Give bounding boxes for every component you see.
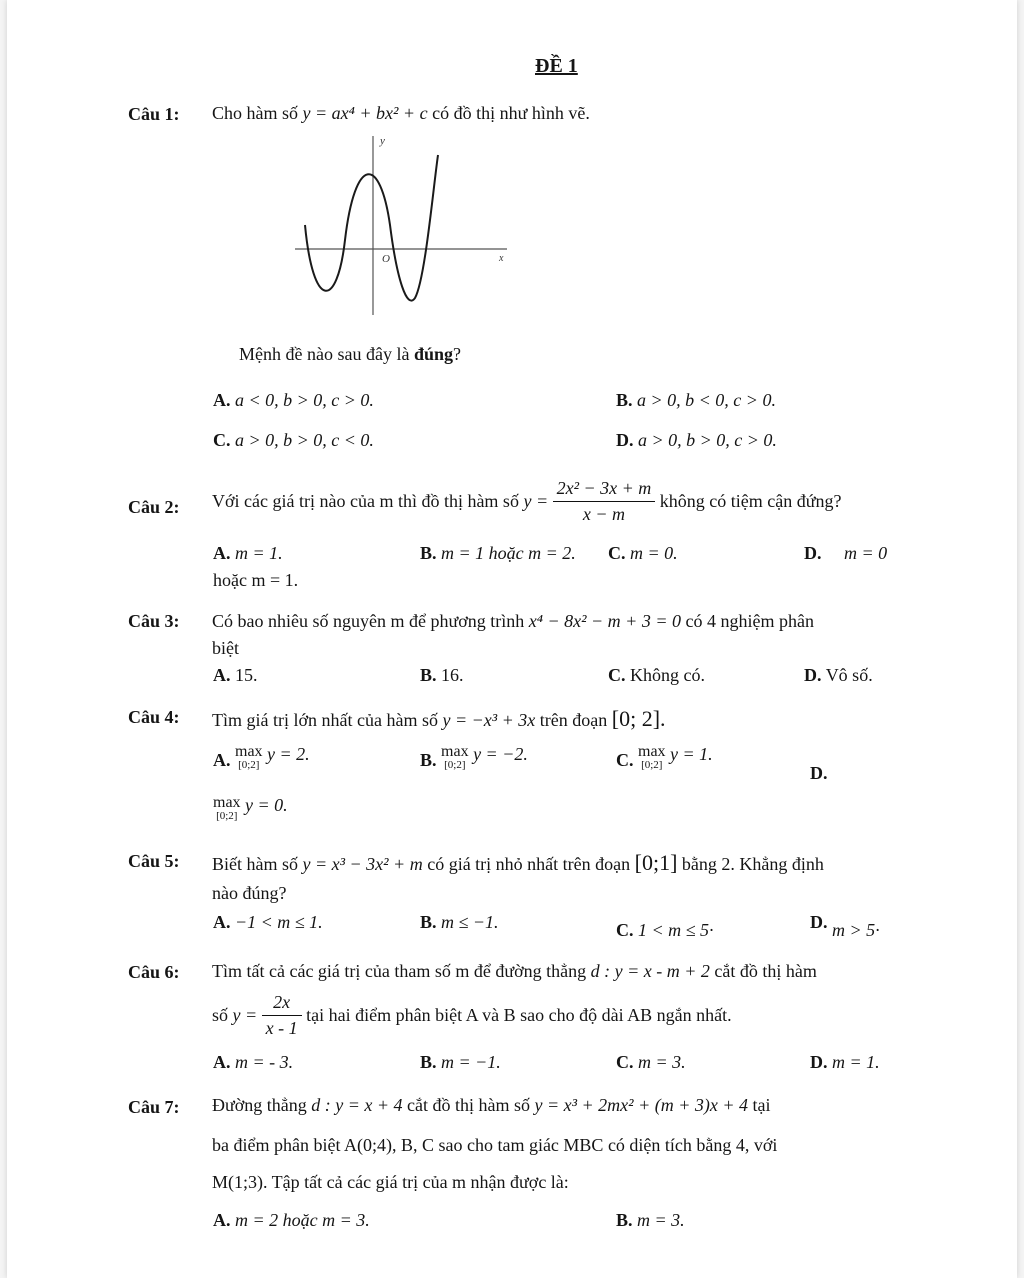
q4-option-c (616, 744, 713, 771)
option-text: m = 1. (235, 543, 283, 563)
q5-option-c (616, 920, 714, 941)
max-operator (441, 744, 469, 771)
option-text: 16. (441, 665, 464, 685)
q6-stem-line2 (212, 992, 732, 1039)
q2-y-eq: y = (523, 491, 549, 511)
q6-label: Câu 6: (128, 962, 180, 982)
option-text: m = 1. (832, 1052, 880, 1072)
q2-denominator: x − m (582, 504, 625, 524)
q2-stem (212, 478, 841, 525)
q3-text-end: có 4 nghiệm phân (685, 611, 814, 631)
q5-func: y = x³ − 3x² + m (302, 854, 423, 874)
q7-text: Đường thẳng (212, 1095, 307, 1115)
option-text: m = 0. (630, 543, 678, 563)
q6-so: số (212, 1005, 229, 1025)
origin-label: O (382, 253, 390, 265)
q5-label: Câu 5: (128, 851, 180, 871)
q2-fraction (553, 478, 656, 525)
q6-y-eq: y = (232, 1005, 258, 1025)
option-key: D. (616, 430, 634, 450)
q2-option-d-cont: hoặc m = 1. (213, 570, 299, 590)
q5-suffix: bằng 2. Khẳng định (681, 854, 824, 874)
option-key: A. (213, 665, 231, 685)
q4-func: y = −x³ + 3x (442, 710, 536, 730)
q2-option-a (213, 543, 283, 564)
quartic-curve (305, 155, 438, 301)
q6-option-b (420, 1052, 501, 1073)
q6-text-line2: tại hai điểm phân biệt A và B sao cho độ dài AB ngắn nhất. (306, 1005, 732, 1025)
option-text: a > 0, b > 0, c < 0. (235, 430, 374, 450)
q7-text-end: tại (752, 1095, 771, 1115)
max-word: max (213, 794, 241, 811)
q7-stem (212, 1095, 770, 1116)
q3-option-a (213, 665, 258, 686)
option-key: C. (616, 920, 634, 940)
q1-label: Câu 1: (128, 104, 180, 124)
option-key: C. (616, 750, 634, 770)
q5-option-b (420, 912, 499, 933)
q6-stem (212, 961, 817, 982)
q3-stem (212, 611, 814, 632)
q4-interval: [0; 2]. (611, 706, 666, 731)
q7-func: y = x³ + 2mx² + (m + 3)x + 4 (534, 1095, 748, 1115)
q6-option-c (616, 1052, 686, 1073)
option-text: 1 < m ≤ 5· (638, 920, 714, 940)
option-text: y = 0. (245, 795, 288, 815)
q2-label: Câu 2: (128, 497, 180, 517)
q2-option-d (804, 543, 887, 564)
option-key: B. (420, 912, 437, 932)
q4-prefix: Tìm giá trị lớn nhất của hàm số (212, 710, 438, 730)
option-text: 15. (235, 665, 258, 685)
q5-prefix: Biết hàm số (212, 854, 298, 874)
option-key: D. (810, 1052, 828, 1072)
q3-text: Có bao nhiêu số nguyên m để phương trình (212, 611, 525, 631)
q4-option-d-value (213, 795, 288, 822)
q2-numerator: 2x² − 3x + m (553, 478, 656, 502)
option-text: m = 0 (844, 543, 888, 563)
option-text: m = 3. (638, 1052, 686, 1072)
q6-numerator: 2x (262, 992, 302, 1016)
option-key: C. (608, 665, 626, 685)
exam-title: ĐỀ 1 (535, 55, 578, 77)
q7-line-eq: d : y = x + 4 (311, 1095, 403, 1115)
option-text: a > 0, b < 0, c > 0. (637, 390, 776, 410)
q2-suffix: không có tiệm cận đứng? (659, 491, 842, 511)
x-axis-label: x (499, 253, 504, 264)
option-key: C. (608, 543, 626, 563)
option-key: C. (616, 1052, 634, 1072)
q1-prompt-end: ? (453, 344, 461, 364)
option-key: B. (420, 665, 437, 685)
q5-interval: [0;1] (634, 850, 678, 875)
q1-prompt-bold: đúng (413, 344, 453, 364)
q4-label: Câu 4: (128, 707, 180, 727)
option-text: y = 1. (670, 744, 713, 764)
option-text: a < 0, b > 0, c > 0. (235, 390, 374, 410)
option-text: m = −1. (441, 1052, 501, 1072)
q1-option-c (213, 430, 374, 451)
option-key: B. (616, 1210, 633, 1230)
exam-page (7, 0, 1017, 1278)
max-word: max (638, 743, 666, 760)
q4-option-a (213, 744, 310, 771)
q5-stem-line2: nào đúng? (212, 883, 287, 903)
q7-text-mid: cắt đồ thị hàm số (407, 1095, 531, 1115)
q6-line-eq: d : y = x - m + 2 (590, 961, 710, 981)
q5-option-d (810, 912, 880, 940)
option-key: C. (213, 430, 231, 450)
q5-option-a (213, 912, 323, 933)
option-text: m ≤ −1. (441, 912, 499, 932)
max-sub: [0;2] (238, 759, 260, 771)
option-key: D. (804, 543, 822, 563)
option-key: D. (810, 763, 828, 783)
q4-option-b (420, 744, 528, 771)
q5-mid: có giá trị nhỏ nhất trên đoạn (427, 854, 631, 874)
max-word: max (441, 743, 469, 760)
option-text: m = 1 hoặc m = 2. (441, 543, 576, 563)
option-key: A. (213, 1052, 231, 1072)
option-key: B. (420, 750, 437, 770)
q4-suffix: trên đoạn (539, 710, 608, 730)
max-sub: [0;2] (444, 759, 466, 771)
q4-stem (212, 706, 666, 732)
q1-prefix: Cho hàm số (212, 103, 299, 123)
max-operator (213, 795, 241, 822)
q1-stem (212, 103, 590, 124)
option-key: B. (420, 543, 437, 563)
option-text: −1 < m ≤ 1. (235, 912, 323, 932)
option-key: B. (420, 1052, 437, 1072)
q7-label: Câu 7: (128, 1097, 180, 1117)
q7-option-a (213, 1210, 370, 1231)
q2-option-c (608, 543, 678, 564)
q2-option-b (420, 543, 576, 564)
q1-prompt (239, 344, 461, 365)
option-text: m = 3. (637, 1210, 685, 1230)
y-axis-label: y (380, 135, 385, 147)
option-text: Vô số. (825, 665, 873, 685)
max-operator (638, 744, 666, 771)
option-key: D. (810, 912, 828, 932)
q1-graph (295, 130, 525, 320)
q1-prompt-text: Mệnh đề nào sau đây là (239, 344, 414, 364)
q1-option-a (213, 390, 374, 411)
option-key: A. (213, 912, 231, 932)
q6-option-a (213, 1052, 293, 1073)
q7-stem-line2: ba điểm phân biệt A(0;4), B, C sao cho tam giác MBC có diện tích bằng 4, với (212, 1135, 778, 1155)
option-text: Không có. (630, 665, 705, 685)
option-key: A. (213, 390, 231, 410)
option-key: B. (616, 390, 633, 410)
q1-option-b (616, 390, 776, 411)
q6-text-end: cắt đồ thị hàm (714, 961, 817, 981)
max-sub: [0;2] (641, 759, 663, 771)
q3-equation: x⁴ − 8x² − m + 3 = 0 (528, 611, 681, 631)
q3-label: Câu 3: (128, 611, 180, 631)
q3-option-b (420, 665, 464, 686)
q5-stem (212, 850, 824, 876)
q7-option-b (616, 1210, 685, 1231)
option-text: y = 2. (267, 744, 310, 764)
max-operator (235, 744, 263, 771)
q1-func: y = ax⁴ + bx² + c (302, 103, 428, 123)
q1-suffix: có đồ thị như hình vẽ. (432, 103, 590, 123)
q6-fraction (262, 992, 302, 1039)
q1-option-d (616, 430, 777, 451)
option-key: A. (213, 543, 231, 563)
q3-stem-line2: biệt (212, 638, 239, 658)
q3-option-c (608, 665, 705, 686)
option-key: A. (213, 1210, 231, 1230)
option-text: m > 5· (832, 920, 880, 940)
option-text: a > 0, b > 0, c > 0. (638, 430, 777, 450)
q6-option-d (810, 1052, 880, 1073)
q2-prefix: Với các giá trị nào của m thì đồ thị hàm số (212, 491, 519, 511)
q3-option-d (804, 665, 873, 686)
q6-denominator: x - 1 (265, 1018, 298, 1038)
q7-stem-line3: M(1;3). Tập tất cả các giá trị của m nhận được là: (212, 1172, 569, 1192)
option-text: m = 2 hoặc m = 3. (235, 1210, 370, 1230)
option-text: y = −2. (473, 744, 528, 764)
max-word: max (235, 743, 263, 760)
max-sub: [0;2] (216, 810, 238, 822)
q6-text: Tìm tất cả các giá trị của tham số m để đường thẳng (212, 961, 587, 981)
option-text: m = - 3. (235, 1052, 294, 1072)
option-key: A. (213, 750, 231, 770)
q4-option-d (810, 763, 828, 784)
option-key: D. (804, 665, 822, 685)
